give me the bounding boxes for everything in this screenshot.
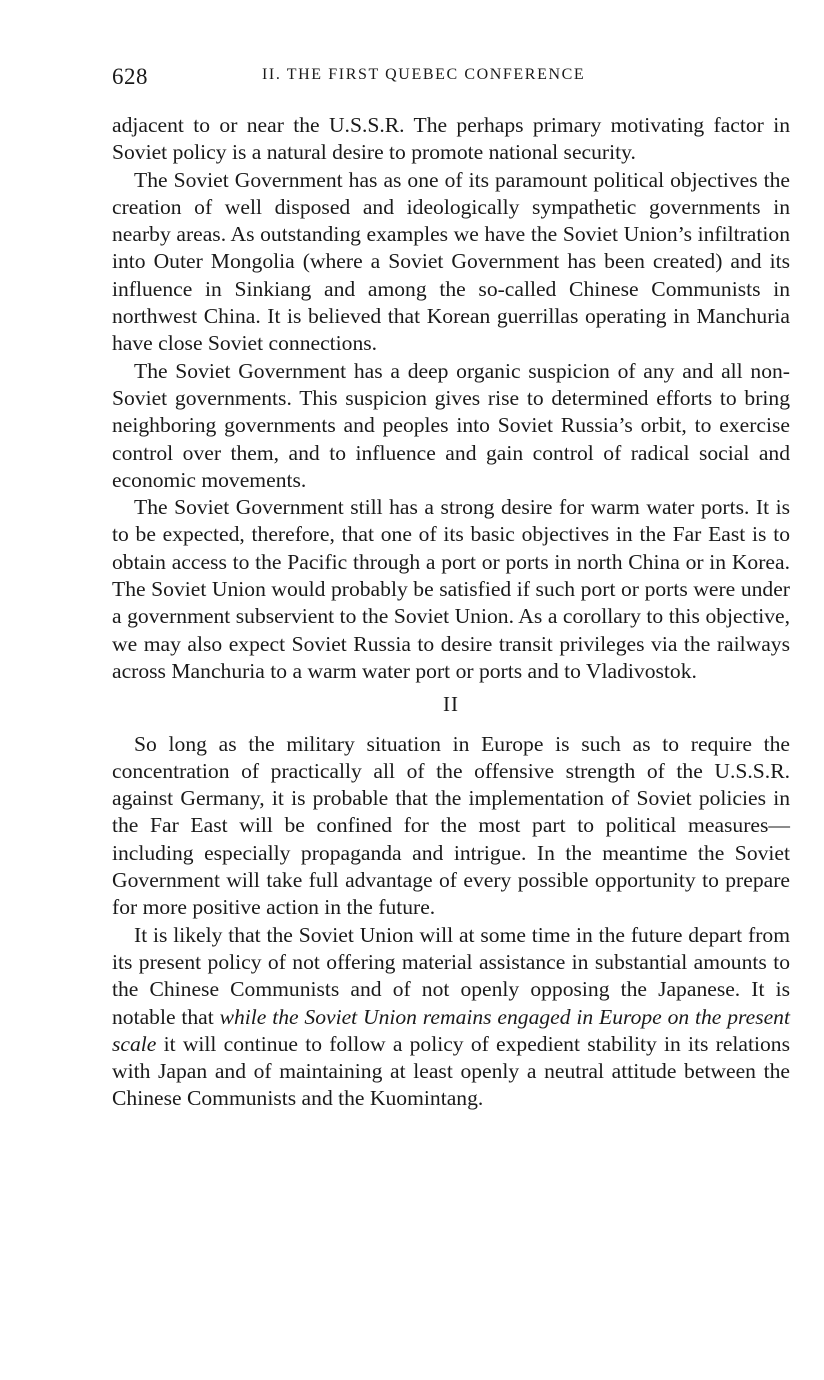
paragraph-suspicion: The Soviet Government has a deep organic suspicion of any and all non-Soviet governments. This suspicion gives rise to determined efforts to bring neighboring governments and peoples into Soviet Russia’s orbit, to exercise control over them, and to influence and gain control of radical social and economic movements. <box>112 358 790 492</box>
page-number: 628 <box>112 64 148 89</box>
paragraph-political-objectives: The Soviet Government has as one of its paramount political objectives the creation of well disposed and ideologically sympathetic governments in nearby areas. As outstanding examples we have the Soviet Union’s infiltration into Outer Mongolia (where a Soviet Government has been created) and its influence in Sinkiang and among the so-called Chinese Communists in northwest China. It is believed that Korean guerrillas operating in Manchuria have close Soviet connections. <box>112 167 790 356</box>
paragraph-military-situation: So long as the military situation in Europe is such as to require the concentration of practically all of the offensive strength of the U.S.S.R. against Germany, it is probable that the implementation of Soviet policies in the Far East will be confined for the most part to political measures—including especially propaganda and intrigue. In the meantime the Soviet Government will take full advantage of every possible opportunity to prepare for more positive action in the future. <box>112 731 790 920</box>
section-heading: II <box>443 692 459 717</box>
paragraph-warm-water-ports: The Soviet Government still has a strong desire for warm water ports. It is to be expected, therefore, that one of its basic objectives in the Far East is to obtain access to the Pacific through a port or ports in north China or in Korea. The Soviet Union would probably be satisfied if such port or ports were under a government subservient to the Soviet Union. As a corollary to this objective, we may also expect Soviet Russia to desire transit privileges via the railways across Manchuria to a warm water port or ports and to Vladivostok. <box>112 495 790 683</box>
paragraph-text-before-emphasis: It is likely that the Soviet Union will at some time in the future depart from its present policy of not offering material assistance in substantial amounts to the Chinese Communists and of not openly opposing the Japanese. It is notable that <box>112 922 790 1029</box>
paragraph-future-policy <box>112 922 790 1113</box>
paragraph-continuation: adjacent to or near the U.S.S.R. The perhaps primary motivating factor in Soviet policy is a natural desire to promote national security. <box>112 113 790 165</box>
paragraph-text-after-emphasis: it will continue to follow a policy of expedient stability in its relations with Japan and of maintaining at least openly a neutral attitude between the Chinese Communists and the Kuomintang. <box>112 1031 790 1111</box>
italic-emphasis: while the Soviet Union remains engaged in Europe on the present scale <box>112 1004 790 1056</box>
body-text <box>112 112 790 1113</box>
document-page <box>112 62 790 1113</box>
running-title: II. THE FIRST QUEBEC CONFERENCE <box>262 66 586 83</box>
running-header <box>112 62 790 96</box>
